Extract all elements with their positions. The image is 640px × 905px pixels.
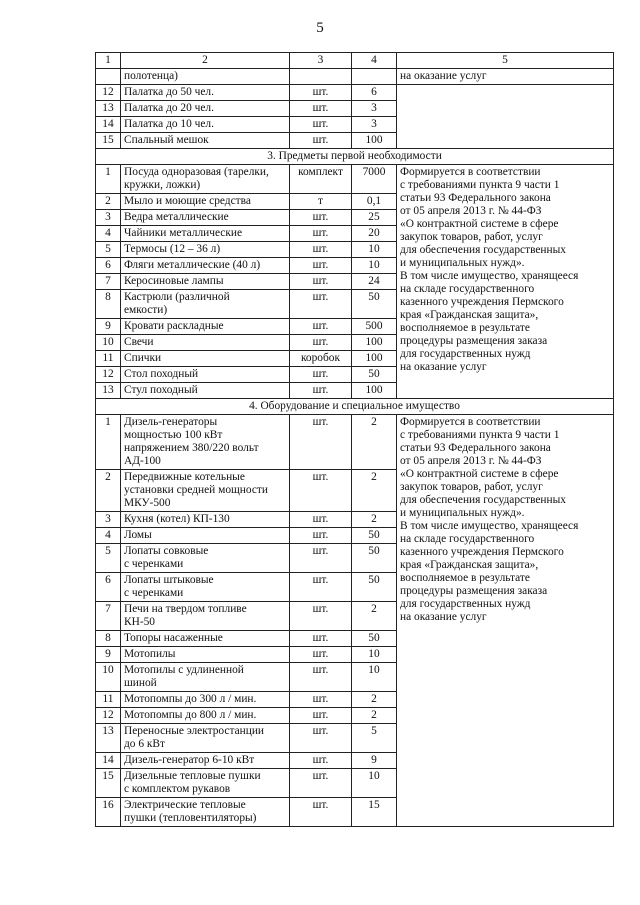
item-quantity: 2	[352, 512, 397, 528]
item-unit: шт.	[290, 383, 352, 399]
item-unit: шт.	[290, 753, 352, 769]
item-unit: шт.	[290, 573, 352, 602]
row-number: 4	[96, 226, 121, 242]
row-number: 4	[96, 528, 121, 544]
item-unit: шт.	[290, 708, 352, 724]
table-header-row	[96, 53, 614, 69]
item-quantity: 3	[352, 117, 397, 133]
item-unit: шт.	[290, 512, 352, 528]
item-unit: шт.	[290, 631, 352, 647]
row-number: 13	[96, 383, 121, 399]
row-number: 2	[96, 194, 121, 210]
table-row	[96, 415, 614, 470]
item-name: Дизель-генератор 6-10 кВт	[121, 753, 290, 769]
item-name: Стол походный	[121, 367, 290, 383]
item-quantity: 10	[352, 769, 397, 798]
column-header: 5	[397, 53, 614, 69]
row-number	[96, 69, 121, 85]
item-quantity: 100	[352, 351, 397, 367]
item-name: Кухня (котел) КП-130	[121, 512, 290, 528]
column-header: 3	[290, 53, 352, 69]
row-number: 9	[96, 647, 121, 663]
item-unit: шт.	[290, 528, 352, 544]
section-row	[96, 149, 614, 165]
row-number: 13	[96, 724, 121, 753]
item-unit: шт.	[290, 602, 352, 631]
item-name: Мотопомпы до 800 л / мин.	[121, 708, 290, 724]
item-name: Спички	[121, 351, 290, 367]
row-number: 10	[96, 663, 121, 692]
row-number: 7	[96, 602, 121, 631]
item-unit: шт.	[290, 724, 352, 753]
row-number: 8	[96, 631, 121, 647]
item-name: Чайники металлические	[121, 226, 290, 242]
section-title: 4. Оборудование и специальное имущество	[96, 399, 614, 415]
item-quantity: 10	[352, 258, 397, 274]
column-header: 1	[96, 53, 121, 69]
row-number: 1	[96, 415, 121, 470]
item-quantity: 50	[352, 290, 397, 319]
item-quantity: 50	[352, 573, 397, 602]
item-quantity: 2	[352, 708, 397, 724]
row-number: 1	[96, 165, 121, 194]
item-name: Кровати раскладные	[121, 319, 290, 335]
row-number: 9	[96, 319, 121, 335]
row-number: 8	[96, 290, 121, 319]
row-number: 12	[96, 708, 121, 724]
item-unit: шт.	[290, 258, 352, 274]
item-unit: шт.	[290, 117, 352, 133]
row-number: 6	[96, 258, 121, 274]
item-name: Свечи	[121, 335, 290, 351]
item-quantity: 50	[352, 528, 397, 544]
item-name: Дизельные тепловые пушки с комплектом рукавов	[121, 769, 290, 798]
item-unit: шт.	[290, 692, 352, 708]
item-name: Дизель-генераторы мощностью 100 кВт напряжением 380/220 вольт АД-100	[121, 415, 290, 470]
item-name: Передвижные котельные установки средней мощности МКУ-500	[121, 470, 290, 512]
item-quantity: 500	[352, 319, 397, 335]
item-name: Печи на твердом топливе КН-50	[121, 602, 290, 631]
item-name: Электрические тепловые пушки (тепловентиляторы)	[121, 798, 290, 827]
item-quantity: 10	[352, 242, 397, 258]
item-unit: шт.	[290, 133, 352, 149]
item-name: Фляги металлические (40 л)	[121, 258, 290, 274]
item-name: полотенца)	[121, 69, 290, 85]
item-quantity: 2	[352, 470, 397, 512]
row-number: 11	[96, 692, 121, 708]
item-name: Кастрюли (различной емкости)	[121, 290, 290, 319]
item-quantity: 0,1	[352, 194, 397, 210]
item-unit: шт.	[290, 101, 352, 117]
table-row	[96, 165, 614, 194]
item-quantity: 50	[352, 367, 397, 383]
row-number: 14	[96, 753, 121, 769]
section-note: Формируется в соответствии с требованиями пункта 9 части 1 статьи 93 Федерального закона от 05 апреля 2013 г. № 44-ФЗ «О контрактной системе в сфере закупок товаров, работ, услуг для обеспечения государственных и муниципальных нужд». В том числе имущество, хранящееся на складе государственного казенного учреждения Пермского края «Гражданская защита», восполняемое в результате процедуры размещения заказа для государственных нужд на оказание услуг	[397, 415, 614, 827]
item-quantity: 2	[352, 692, 397, 708]
item-name: Палатка до 10 чел.	[121, 117, 290, 133]
item-unit: шт.	[290, 210, 352, 226]
item-name: Посуда одноразовая (тарелки, кружки, ложки)	[121, 165, 290, 194]
item-quantity: 25	[352, 210, 397, 226]
row-number: 6	[96, 573, 121, 602]
item-unit: шт.	[290, 335, 352, 351]
row-number: 14	[96, 117, 121, 133]
item-unit: шт.	[290, 769, 352, 798]
section-note: Формируется в соответствии с требованиями пункта 9 части 1 статьи 93 Федерального закона от 05 апреля 2013 г. № 44-ФЗ «О контрактной системе в сфере закупок товаров, работ, услуг для обеспечения государственных и муниципальных нужд». В том числе имущество, хранящееся на складе государственного казенного учреждения Пермского края «Гражданская защита», восполняемое в результате процедуры размещения заказа для государственных нужд на оказание услуг	[397, 165, 614, 399]
inventory-table	[95, 52, 614, 827]
item-name: Топоры насаженные	[121, 631, 290, 647]
item-name: Спальный мешок	[121, 133, 290, 149]
row-number: 15	[96, 133, 121, 149]
item-unit: т	[290, 194, 352, 210]
row-number: 5	[96, 242, 121, 258]
item-name: Мотопилы с удлиненной шиной	[121, 663, 290, 692]
table-row	[96, 69, 614, 85]
item-quantity: 10	[352, 663, 397, 692]
item-unit: шт.	[290, 85, 352, 101]
item-quantity	[352, 69, 397, 85]
empty-note-cell	[397, 85, 614, 149]
item-unit: шт.	[290, 415, 352, 470]
item-name: Мыло и моющие средства	[121, 194, 290, 210]
row-number: 16	[96, 798, 121, 827]
item-unit: шт.	[290, 290, 352, 319]
item-unit: шт.	[290, 544, 352, 573]
item-unit: комплект	[290, 165, 352, 194]
row-number: 13	[96, 101, 121, 117]
item-unit: шт.	[290, 242, 352, 258]
row-number: 2	[96, 470, 121, 512]
item-quantity: 24	[352, 274, 397, 290]
page-number: 5	[316, 20, 324, 36]
section-row	[96, 399, 614, 415]
item-name: Переносные электростанции до 6 кВт	[121, 724, 290, 753]
row-number: 10	[96, 335, 121, 351]
section-title: 3. Предметы первой необходимости	[96, 149, 614, 165]
row-number: 11	[96, 351, 121, 367]
item-name: Мотопомпы до 300 л / мин.	[121, 692, 290, 708]
item-unit: шт.	[290, 274, 352, 290]
row-number: 12	[96, 85, 121, 101]
item-unit: шт.	[290, 226, 352, 242]
item-quantity: 3	[352, 101, 397, 117]
row-number: 3	[96, 512, 121, 528]
item-quantity: 7000	[352, 165, 397, 194]
item-name: Ломы	[121, 528, 290, 544]
item-unit: шт.	[290, 470, 352, 512]
item-quantity: 20	[352, 226, 397, 242]
column-header: 4	[352, 53, 397, 69]
column-header: 2	[121, 53, 290, 69]
row-number: 5	[96, 544, 121, 573]
row-number: 12	[96, 367, 121, 383]
item-quantity: 2	[352, 602, 397, 631]
inventory-table-body	[96, 53, 614, 827]
item-unit: шт.	[290, 319, 352, 335]
item-unit: шт.	[290, 367, 352, 383]
item-unit: шт.	[290, 798, 352, 827]
table-row	[96, 85, 614, 101]
item-name: Термосы (12 – 36 л)	[121, 242, 290, 258]
item-unit: шт.	[290, 647, 352, 663]
item-quantity: 15	[352, 798, 397, 827]
item-quantity: 100	[352, 383, 397, 399]
row-number: 3	[96, 210, 121, 226]
item-quantity: 50	[352, 544, 397, 573]
row-number: 15	[96, 769, 121, 798]
item-quantity: 5	[352, 724, 397, 753]
item-name: Мотопилы	[121, 647, 290, 663]
item-quantity: 9	[352, 753, 397, 769]
item-quantity: 50	[352, 631, 397, 647]
item-quantity: 100	[352, 133, 397, 149]
item-unit: коробок	[290, 351, 352, 367]
item-name: Палатка до 20 чел.	[121, 101, 290, 117]
item-name: Палатка до 50 чел.	[121, 85, 290, 101]
item-quantity: 10	[352, 647, 397, 663]
item-name: Лопаты штыковые с черенками	[121, 573, 290, 602]
item-note: на оказание услуг	[397, 69, 614, 85]
item-name: Керосиновые лампы	[121, 274, 290, 290]
row-number: 7	[96, 274, 121, 290]
item-quantity: 100	[352, 335, 397, 351]
item-name: Лопаты совковые с черенками	[121, 544, 290, 573]
item-unit: шт.	[290, 663, 352, 692]
item-name: Ведра металлические	[121, 210, 290, 226]
item-quantity: 6	[352, 85, 397, 101]
item-name: Стул походный	[121, 383, 290, 399]
item-quantity: 2	[352, 415, 397, 470]
item-unit	[290, 69, 352, 85]
